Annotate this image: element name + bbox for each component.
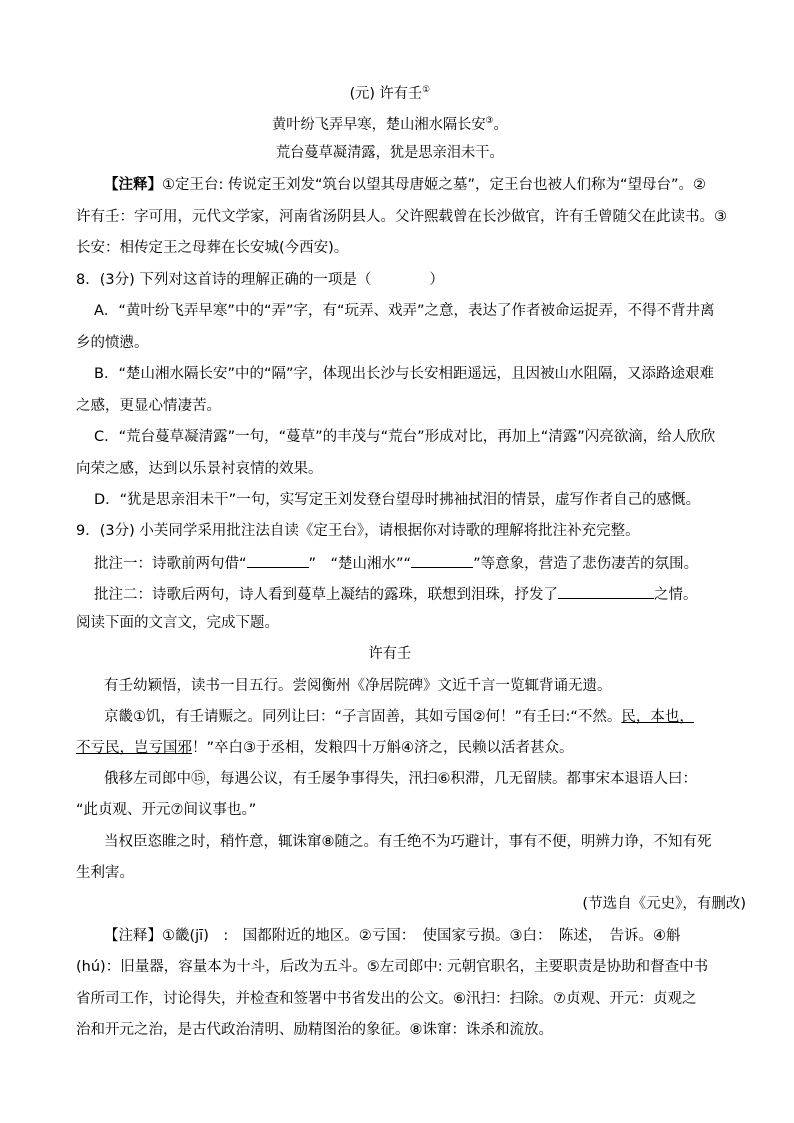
poem-line-1-text: 黄叶纷飞弄早寒，楚山湘水隔长安	[271, 116, 486, 133]
note-1-middle: ” “楚山湘水”“	[308, 556, 412, 572]
paragraph-2-underlined-1: 民，本也，	[621, 709, 694, 725]
prose-source: (节选自《元史》，有删改)	[582, 896, 746, 912]
note-2-blank[interactable]	[558, 584, 654, 599]
note-2-suffix: 之情。	[654, 587, 698, 603]
question-9-note-2	[94, 584, 698, 605]
question-8-option-d: D．“犹是思亲泪未干”一句，实写定王刘发登台望母时拂袖拭泪的情景，虚写作者自己的感慨。	[94, 492, 701, 508]
notes1-line-1	[104, 175, 706, 195]
notes2-line-2: (hú)：旧量器，容量本为十斗，后改为五斗。⑤左司郎中: 元朝官职名，主要职责是协助和督查中书	[76, 959, 709, 975]
question-8-option-a-2: 乡的愤懑。	[76, 335, 149, 351]
prose-paragraph-3-line-2: “此贞观、开元⑦间议事也。”	[76, 802, 257, 818]
question-8-option-a-1: A．“黄叶纷飞弄早寒”中的“弄”字，有“玩弄、戏弄”之意，表达了作者被命运捉弄，不得不背井离	[94, 303, 715, 319]
paragraph-2-text: 京畿①饥，有壬请赈之。同列让曰：“子言固善，其如亏国②何！”有壬曰:“不然。	[104, 709, 622, 725]
prose-paragraph-1: 有壬幼颖悟，读书一目五行。尝阅衡州《净居院碑》文近千言一览辄背诵无遗。	[104, 678, 612, 694]
poem-line-2: 荒台蔓草凝清露，犹是思亲泪未干。	[275, 145, 504, 161]
prose-paragraph-4-line-1: 当权臣恣睢之时，稍忤意，辄诛窜⑧随之。有壬绝不为巧避计，事有不便，明辨力诤，不知有死	[104, 834, 712, 850]
question-8-option-b-2: 之感，更显心情凄苦。	[76, 398, 221, 414]
poem-line-1	[0, 111, 780, 135]
notes2-line-3: 省所司工作，讨论得失，并检查和签署中书省发出的公文。⑥汛扫：扫除。⑦贞观、开元：贞观之	[76, 991, 697, 1007]
question-8-stem: 8．(3分) 下列对这首诗的理解正确的一项是（ ）	[76, 272, 444, 288]
prose-paragraph-2-line-2	[76, 738, 574, 758]
note-1-blank-2[interactable]	[411, 553, 473, 568]
question-9-stem: 9．(3分) 小芙同学采用批注法自读《定王台》，请根据你对诗歌的理解将批注补充完整。	[76, 523, 640, 539]
question-9-note-1	[94, 553, 698, 574]
question-8-option-b-1: B．“楚山湘水隔长安”中的“隔”字，体现出长沙与长安相距遥远，且因被山水阻隔，又添路途艰难	[94, 366, 714, 382]
note-2-prefix: 批注二：诗歌后两句，诗人看到蔓草上凝结的露珠，联想到泪珠，抒发了	[94, 587, 558, 603]
poem-line-1-note-mark: ③	[485, 116, 494, 126]
note-1-suffix: ”等意象，营造了悲伤凄苦的氛围。	[473, 556, 699, 572]
note-1-prefix: 批注一：诗歌前两句借“	[94, 556, 247, 572]
notes1-line-1-text: ①定王台: 传说定王刘发“筑台以望其母唐姬之墓”，定王台也被人们称为“望母台”。②	[162, 177, 707, 193]
notes1-line-2: 许有壬：字可用，元代文学家，河南省汤阴县人。父许熙载曾在长沙做官，许有壬曾随父在此读书。③	[76, 209, 727, 225]
reading-instruction: 阅读下面的文言文，完成下题。	[76, 615, 279, 631]
prose-paragraph-3-line-1: 俄移左司郎中⑮，每遇公议，有壬屡争事得失，汛扫⑥积滞，几无留牍。都事宋本退语人曰：	[104, 771, 697, 787]
poem-author-note-mark: ①	[422, 85, 431, 95]
notes1-line-3: 长安：相传定王之母葬在长安城(今西安)。	[76, 240, 349, 256]
prose-title: 许有壬	[368, 646, 412, 662]
poem-author: (元) 许有壬	[349, 85, 423, 102]
notes2-line-1: 【注释】①畿(jī) : 国都附近的地区。②亏国： 使国家亏损。③白： 陈述， 告诉。④斛	[104, 928, 681, 944]
notes1-label: 【注释】	[104, 177, 162, 193]
prose-paragraph-4-line-2: 生利害。	[76, 865, 134, 881]
question-8-option-c-1: C．“荒台蔓草凝清露”一句，“蔓草”的丰茂与“荒台”形成对比，再加上“清露”闪亮欲滴，给人欣欣	[94, 429, 716, 445]
note-1-blank-1[interactable]	[247, 553, 309, 568]
question-8-option-c-2: 向荣之感，达到以乐景衬哀情的效果。	[76, 461, 323, 477]
notes2-line-4: 治和开元之治，是古代政治清明、励精图治的象征。⑧诛窜：诛杀和流放。	[76, 1022, 553, 1038]
poem-line-1-end: 。	[493, 116, 508, 133]
paragraph-2-underlined-2: 不亏民，岂亏国邪	[76, 740, 192, 756]
paragraph-2-text-2: ！”卒白③于丞相，发粮四十万斛④济之，民赖以活者甚众。	[192, 740, 574, 756]
poem-author-line	[0, 80, 780, 104]
prose-paragraph-2-line-1	[104, 707, 694, 727]
